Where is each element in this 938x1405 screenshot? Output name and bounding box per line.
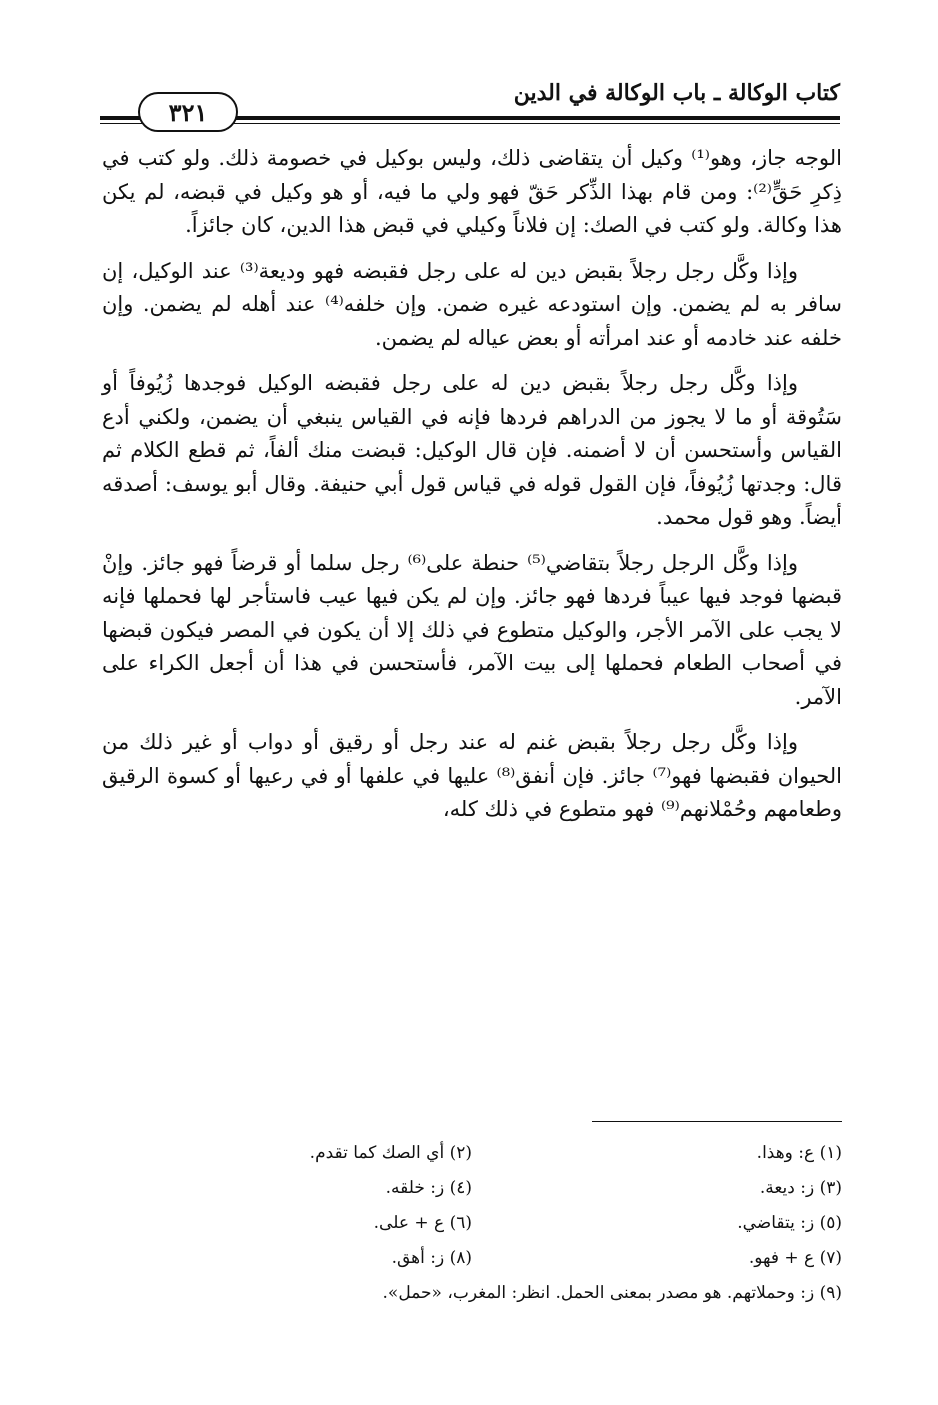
paragraph-3: وإذا وكَّل رجل رجلاً بقبض دين له على رجل فقبضه الوكيل فوجدها زُيُوفاً أو سَتُوقة أو ما لا يجوز من الدراهم فردها فإنه في القياس ينبغي أن يضمن، ولكني أدع القياس وأستحسن أن لا أضمنه. فإن قال الوكيل: قبضت منك ألفاً، ثم قطع الكلام ثم قال: وجدتها زُيُوفاً، فإن القول قوله في قياس قول أبي حنيفة. وقال أبو يوسف: أصدقه أيضاً. وهو قول محمد.: [102, 371, 842, 529]
page-header: [100, 70, 840, 130]
paragraph-1: الوجه جاز، وهو⁽¹⁾ وكيل أن يتقاضى ذلك، وليس بوكيل في خصومة ذلك. ولو كتب في ذِكرِ حَقٍّ⁽²⁾: ومن قام بهذا الذِّكر حَقّ فهو ولي ما فيه، أو هو وكيل في قبضه، لم يكن هذا وكالة. ولو كتب في الصك: إن فلاناً وكيلي في قبض هذا الدين، كان جائزاً.: [102, 146, 843, 237]
paragraph-4: وإذا وكَّل الرجل رجلاً بتقاضي⁽⁵⁾ حنطة على⁽⁶⁾ رجل سلما أو قرضاً فهو جائز. وإنْ قبضها فوجد فيها عيباً فردها فهو جائز. وإن لم يكن فيها عيب فاستأجر لها فحملها فإنه لا يجب على الآمر الأجر، والوكيل متطوع في ذلك إلا أن يكون في المصر فيكون قبضها في أصحاب الطعام فحملها إلى بيت الآمر، فأستحسن في هذا أن أجعل الكراء على الآمر.: [102, 550, 842, 709]
running-title: كتاب الوكالة ـ باب الوكالة في الدين: [513, 80, 840, 106]
paragraph-2: وإذا وكَّل رجل رجلاً بقبض دين له على رجل فقبضه فهو وديعة⁽³⁾ عند الوكيل، إن سافر به لم يضمن. وإن استودعه غيره ضمن. وإن خلفه⁽⁴⁾ عند أهله لم يضمن. وإن خلفه عند خادمه أو عند امرأته أو بعض عياله لم يضمن.: [102, 258, 842, 350]
footnote-3: (٣) ز: ديعة.: [759, 1178, 842, 1198]
footnote-row: [102, 1241, 842, 1276]
footnote-separator: [592, 1121, 842, 1122]
footnote-8: (٨) ز: أهق.: [391, 1248, 472, 1268]
footnote-6: (٦) ع + على.: [373, 1213, 472, 1233]
footnote-row: [102, 1206, 842, 1241]
footnote-row: [102, 1136, 842, 1171]
footnote-row: [102, 1171, 842, 1206]
page-number: ٣٢١: [138, 92, 238, 132]
footnote-4: (٤) ز: خلقه.: [385, 1178, 472, 1198]
footnote-1: (١) ع: وهذا.: [756, 1143, 842, 1163]
paragraph-5: وإذا وكَّل رجل رجلاً بقبض غنم له عند رجل أو رقيق أو دواب أو غير ذلك من الحيوان فقبضها فهو⁽⁷⁾ جائز. فإن أنفق⁽⁸⁾ عليها في علفها أو في رعيها أو كسوة الرقيق وطعامهم وحُمْلانهم⁽⁹⁾ فهو متطوع في ذلك كله،: [102, 730, 842, 821]
footnote-row: [102, 1276, 842, 1311]
footnote-2: (٢) أي الصك كما تقدم.: [309, 1143, 472, 1163]
footnotes: [102, 1136, 842, 1311]
footnote-7: (٧) ع + فهو.: [748, 1248, 842, 1268]
footnote-9: (٩) ز: وحملاتهم. هو مصدر بمعنى الحمل. انظر: المغرب، «حمل».: [382, 1283, 842, 1303]
main-text: [102, 142, 842, 839]
footnote-5: (٥) ز: يتقاضي.: [737, 1213, 842, 1233]
